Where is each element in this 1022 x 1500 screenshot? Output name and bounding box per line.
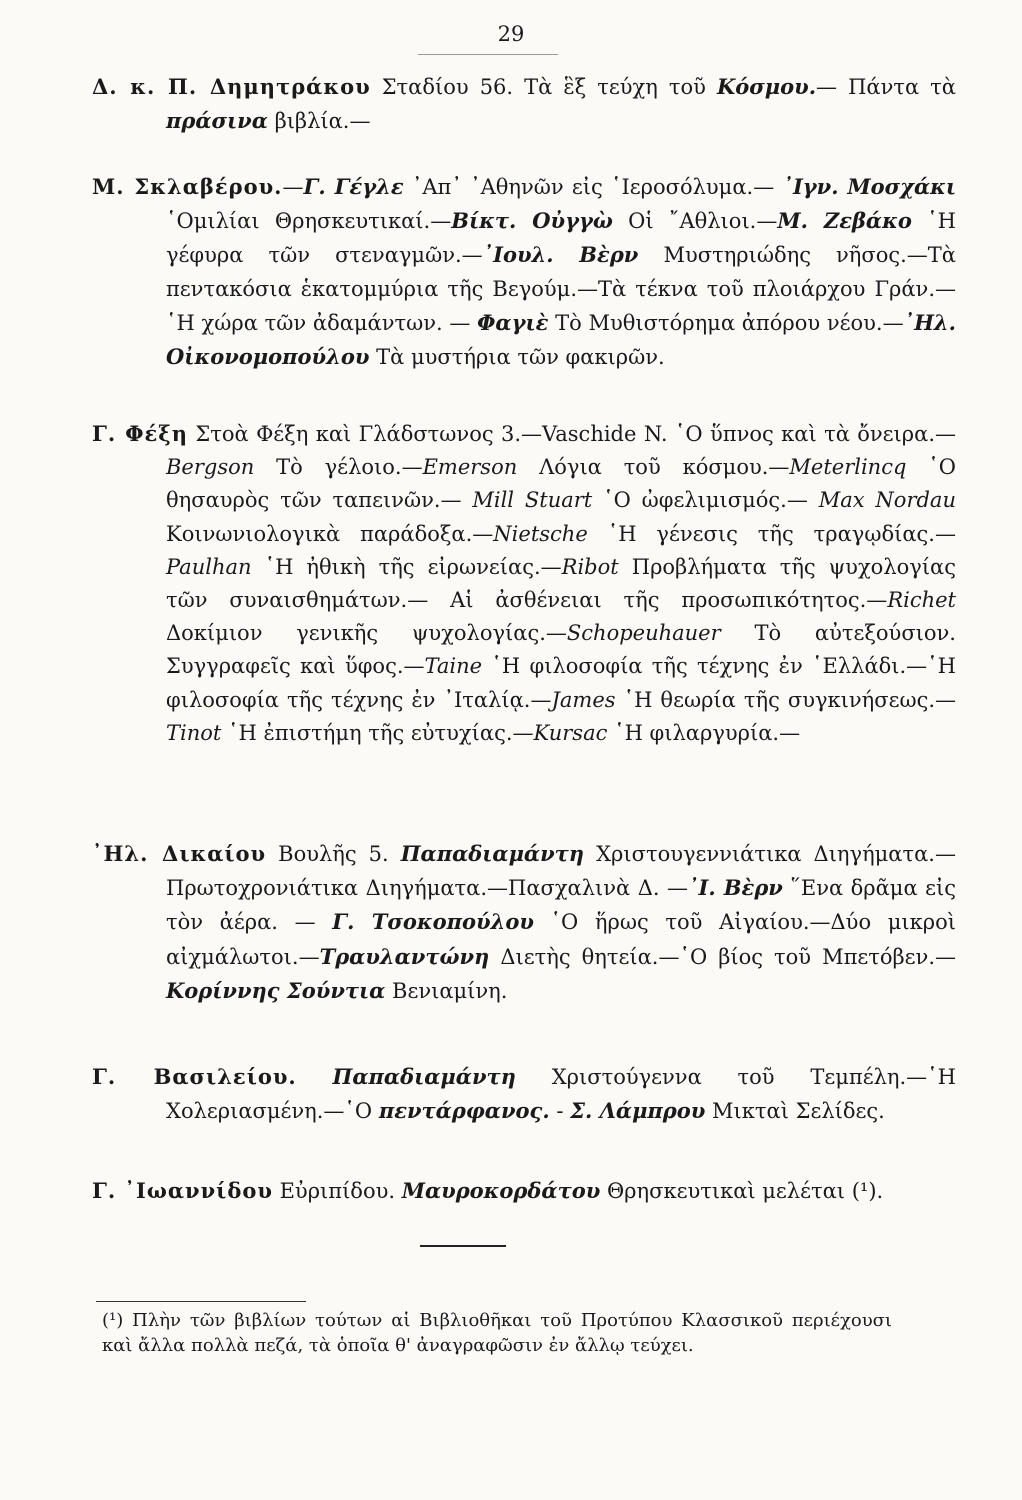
footnote-text: Πλὴν τῶν βιβλίων τούτων αἱ Βιβλιοθῆκαι τοῦ Προτύπου Κλασσικοῦ περιέχουσι καὶ ἄλλα πολλὰ πεζά, τὰ ὁποῖα θ' ἀναγραφῶσιν ἐν ἄλλῳ τεύχει.: [102, 1310, 892, 1356]
author-name: Nietsche: [493, 521, 588, 546]
publisher-name: Μ. Σκλαβέρου.: [92, 174, 283, 199]
entry-text: ῾Ομιλίαι Θρησκευτικαί.—: [166, 209, 452, 234]
author-name: Τραυλαντώνη: [319, 943, 490, 969]
publisher-name: ᾿Ηλ. Δικαίου: [92, 841, 267, 866]
author-name: Κορίννης Σούντια: [166, 977, 386, 1003]
publisher-name: Γ. ᾿Ιωαννίδου: [92, 1178, 273, 1203]
entry-text: ῾Η ἠθικὴ τῆς εἰρωνείας.—: [264, 554, 562, 579]
entry-text: ῞Ενα δρᾶμα εἰς τὸν ἀέρα. —: [166, 876, 956, 935]
author-name: Paulhan: [166, 554, 252, 579]
author-name: Βίκτ. Οὐγγὼ: [451, 208, 613, 234]
entry-text: Βουλῆς 5.: [278, 842, 389, 866]
entry-title: πεντάρφανος.: [378, 1098, 550, 1124]
entry-text: Σταδίου 56. Τὰ ἓξ τεύχη τοῦ: [381, 75, 706, 99]
entry-text: ῾Η φιλαργυρία.—: [614, 720, 801, 745]
author-name: Meterlincq: [789, 455, 907, 480]
entry-text: Τὸ αὐτεξούσιον. Συγγραφεῖς καὶ ὕφος.—: [166, 621, 956, 679]
author-name: ᾿Ιουλ. Βὲρν: [482, 242, 639, 268]
entry-text: Τὰ μυστήρια τῶν φακιρῶν.: [376, 345, 665, 370]
author-name: Schopeuhauer: [566, 621, 721, 646]
list-item: [92, 170, 956, 374]
entry-text: βιβλία.—: [274, 109, 371, 134]
author-name: Μαυροκορδάτου: [401, 1178, 601, 1203]
author-name: Παπαδιαμάντη: [332, 1064, 516, 1089]
entry-text: Θρησκευτικαὶ μελέται (¹).: [606, 1179, 884, 1203]
author-name: Σ. Λάμπρου: [570, 1098, 706, 1124]
author-name: Tinot: [166, 720, 222, 745]
author-name: ᾿Ηλ. Οἰκονομοπούλου: [166, 309, 956, 370]
author-name: Γ. Γέγλε: [303, 174, 404, 199]
author-name: Παπαδιαμάντη: [400, 841, 585, 866]
footnote: [102, 1308, 892, 1358]
entry-text: ᾿Απ᾿ ᾿Αθηνῶν εἰς ῾Ιεροσόλυμα.—: [411, 175, 775, 199]
author-name: Γ. Τσοκοπούλου: [332, 909, 534, 935]
entry-text: Διετὴς θητεία.—῾Ο βίος τοῦ Μπετόβεν.—: [500, 944, 956, 969]
entry-text: —: [282, 175, 304, 199]
entry-text: ῾Η γέφυρα τῶν στεναγμῶν.—: [166, 209, 956, 268]
entry-text: ῾Ο ἥρως τοῦ Αἰγαίου.—Δύο μικροὶ αἰχμάλωτοι.—: [166, 910, 956, 969]
list-item: [92, 70, 956, 138]
entry-text: ῾Ο ὠφελιμισμός.—: [603, 488, 808, 513]
footnote-divider: [96, 1301, 306, 1302]
entry-text: ῾Η ἐπιστήμη τῆς εὐτυχίας.—: [228, 720, 534, 745]
author-name: Emerson: [422, 455, 518, 480]
author-name: Φαγιὲ: [477, 309, 549, 335]
entry-text: Κοινωνιολογικὰ παράδοξα.—: [166, 521, 494, 546]
entry-text: Δοκίμιον γενικῆς ψυχολογίας.—: [166, 621, 567, 646]
publisher-name: Γ. Φέξη: [92, 421, 189, 446]
entry-text: Εὐριπίδου.: [279, 1179, 396, 1203]
list-item: [92, 837, 956, 1008]
entry-text: Προβλήματα τῆς ψυχολογίας τῶν συναισθημάτων.— Αἱ ἀσθένειαι τῆς προσωπικότητος.—: [166, 554, 956, 613]
author-name: Taine: [424, 654, 483, 679]
entry-text: Μικταὶ Σελίδες.: [712, 1099, 885, 1124]
author-name: Bergson: [166, 455, 255, 480]
page-number: 29: [497, 22, 525, 46]
entry-text: Στοὰ Φέξη καὶ Γλάδστωνος 3.—Vaschide N. ῾Ο ὕπνος καὶ τὰ ὄνειρα.—: [195, 422, 956, 446]
author-name: Ribot: [561, 554, 619, 579]
entry-text: -: [556, 1099, 564, 1124]
entry-text: Οἱ ῎Αθλιοι.—: [628, 209, 778, 234]
entry-text: ῾Η φιλοσοφία τῆς τέχνης ἐν ῾Ελλάδι.—῾Η φιλοσοφία τῆς τέχνης ἐν ᾿Ιταλίᾳ.—: [166, 654, 956, 712]
author-name: Richet: [887, 588, 956, 613]
publisher-name: Γ. Βασιλείου.: [92, 1064, 297, 1089]
entry-text: Χριστουγεννιάτικα Διηγήματα.—Πρωτοχρονιάτικα Διηγήματα.—Πασχαλινὰ Δ. —: [166, 842, 956, 901]
author-name: Kursac: [533, 720, 608, 745]
list-item: [92, 417, 956, 750]
author-name: James: [551, 687, 616, 712]
list-item: [92, 1174, 956, 1208]
section-divider: [420, 1245, 506, 1247]
top-rule: [418, 54, 558, 55]
list-item: [92, 1060, 956, 1128]
author-name: ᾿Ι. Βὲρν: [688, 875, 783, 901]
entry-text: Μυστηριώδης νῆσος.—Τὰ πεντακόσια ἑκατομμύρια τῆς Βεγούμ.—Τὰ τέκνα τοῦ πλοιάρχου Γράν.—῾Η χώρα τῶν ἀδαμάντων. —: [166, 243, 956, 335]
entry-text: ῾Η θεωρία τῆς συγκινήσεως.—: [623, 687, 957, 712]
author-name: ᾿Ιγν. Μοσχάκι: [782, 174, 957, 199]
entry-text: ῾Ο θησαυρὸς τῶν ταπεινῶν.—: [166, 455, 956, 513]
publisher-name: Δ. κ. Π. Δημητράκου: [92, 74, 371, 99]
footnote-mark: (¹): [102, 1310, 124, 1331]
entry-text: Τὸ γέλοιο.—: [276, 455, 423, 480]
entry-text: — Πάντα τὰ: [816, 75, 956, 99]
author-name: Μ. Ζεβάκο: [777, 208, 912, 234]
entry-text: Βενιαμίνη.: [392, 978, 508, 1003]
entry-title: πράσινα: [166, 108, 268, 134]
entry-text: ῾Η γένεσις τῆς τραγῳδίας.—: [607, 521, 956, 546]
entry-text: Λόγια τοῦ κόσμου.—: [539, 455, 790, 480]
entry-text: Τὸ Μυθιστόρημα ἀπόρου νέου.—: [555, 310, 904, 335]
entry-title: Κόσμου.: [717, 74, 817, 99]
entry-text: Χριστούγεννα τοῦ Τεμπέλη.—῾Η Χολεριασμένη.—῾Ο: [166, 1065, 956, 1124]
author-name: Mill Stuart: [472, 488, 593, 513]
author-name: Max Nordau: [818, 488, 956, 513]
